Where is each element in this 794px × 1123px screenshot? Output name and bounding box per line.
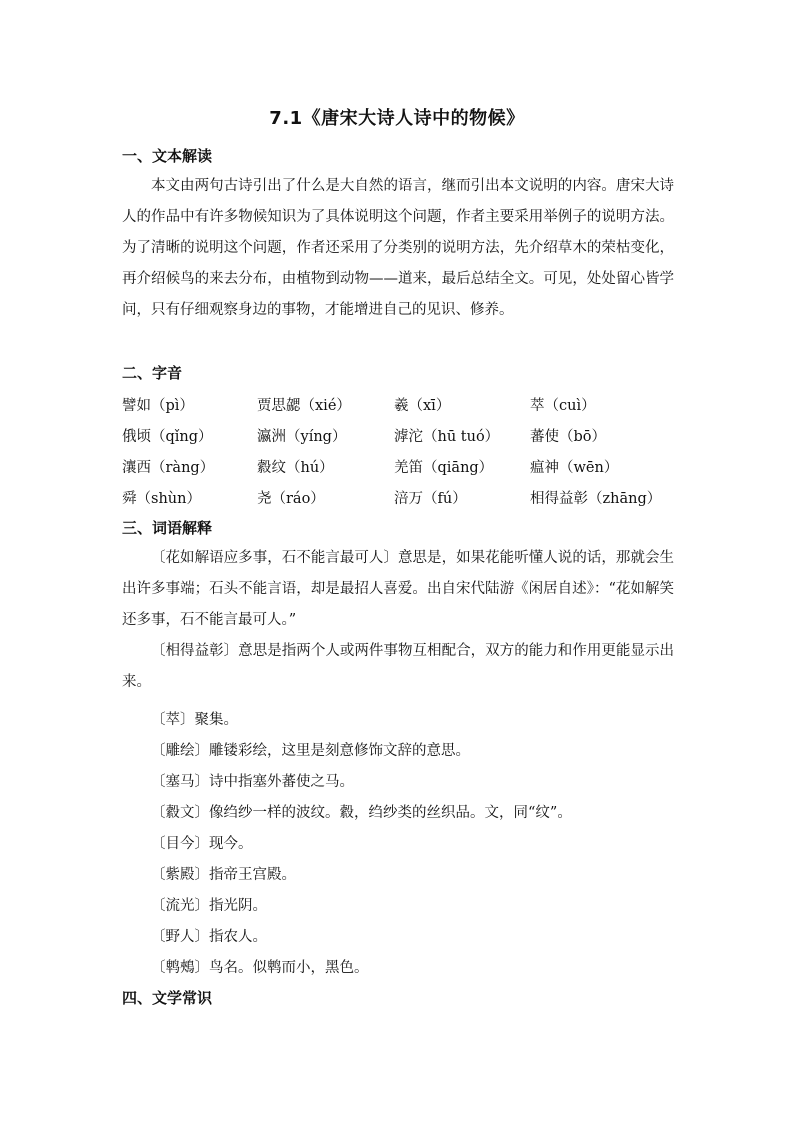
vocabulary-paragraph-1: 〔花如解语应多事，石不能言最可人〕意思是，如果花能听懂人说的话，那就会生出许多事端；石头不能言语，却是最招人喜爱。出自宋代陆游《闲居自述》：“花如解笑还多事，石不能言最可人。” <box>122 550 674 628</box>
text-reading-paragraph: 本文由两句古诗引出了什么是大自然的语言，继而引出本文说明的内容。唐宋大诗人的作品中有许多物候知识为了具体说明这个问题，作者主要采用举例子的说明方法。为了清晰的说明这个问题，作者还采用了分类别的说明方法，先介绍草木的荣枯变化，再介绍候鸟的来去分布，由植物到动物——道来，最后总结全文。可见，处处留心皆学问，只有仔细观察身边的事物，才能增进自己的见识、修养。 <box>122 178 674 318</box>
pronunciation-row <box>122 394 682 425</box>
section-heading-literary-knowledge: 四、文学常识 <box>122 989 213 1007</box>
pronunciation-item: 羌笛（qiāng） <box>394 460 494 476</box>
pronunciation-item: 尧（ráo） <box>257 491 325 507</box>
pronunciation-grid <box>122 394 682 518</box>
vocabulary-term: 〔流光〕指光阴。 <box>151 898 267 914</box>
vocabulary-term: 〔鹎鵊〕鸟名。似鹎而小，黑色。 <box>151 960 369 976</box>
pronunciation-item: 萃（cuì） <box>530 398 596 414</box>
vocabulary-term: 〔紫殿〕指帝王宫殿。 <box>151 867 296 883</box>
section-heading-pronunciation: 二、字音 <box>122 364 183 382</box>
pronunciation-item: 縠纹（hú） <box>257 460 334 476</box>
pronunciation-row <box>122 456 682 487</box>
pronunciation-item: 俄顷（qǐng） <box>122 429 213 445</box>
pronunciation-item: 譬如（pì） <box>122 398 194 414</box>
document-title: 7.1《唐宋大诗人诗中的物候》 <box>269 108 525 129</box>
vocabulary-paragraph-2: 〔相得益彰〕意思是指两个人或两件事物互相配合，双方的能力和作用更能显示出来。 <box>122 643 674 690</box>
vocabulary-term: 〔雕绘〕雕镂彩绘，这里是刻意修饰文辞的意思。 <box>151 743 470 759</box>
pronunciation-row <box>122 487 682 518</box>
pronunciation-item: 相得益彰（zhāng） <box>530 491 662 507</box>
pronunciation-item: 羲（xī） <box>394 398 451 414</box>
pronunciation-item: 瀼西（ràng） <box>122 460 215 476</box>
vocabulary-term: 〔目今〕现今。 <box>151 836 253 852</box>
section-heading-vocabulary: 三、词语解释 <box>122 519 213 537</box>
vocabulary-term: 〔野人〕指农人。 <box>151 929 267 945</box>
pronunciation-item: 涪万（fú） <box>394 491 467 507</box>
pronunciation-item: 瘟神（wēn） <box>530 460 619 476</box>
pronunciation-item: 蕃使（bō） <box>530 429 607 445</box>
pronunciation-item: 舜（shùn） <box>122 491 201 507</box>
pronunciation-row <box>122 425 682 456</box>
vocabulary-term: 〔萃〕聚集。 <box>151 712 238 728</box>
pronunciation-item: 瀛洲（yíng） <box>257 429 347 445</box>
vocabulary-term: 〔塞马〕诗中指塞外蕃使之马。 <box>151 774 354 790</box>
pronunciation-item: 滹沱（hū tuó） <box>394 429 500 445</box>
section-heading-text-reading: 一、文本解读 <box>122 147 213 165</box>
vocabulary-term: 〔縠文〕像绉纱一样的波纹。縠，绉纱类的丝织品。文，同“纹”。 <box>151 805 572 821</box>
pronunciation-item: 贾思勰（xié） <box>257 398 351 414</box>
